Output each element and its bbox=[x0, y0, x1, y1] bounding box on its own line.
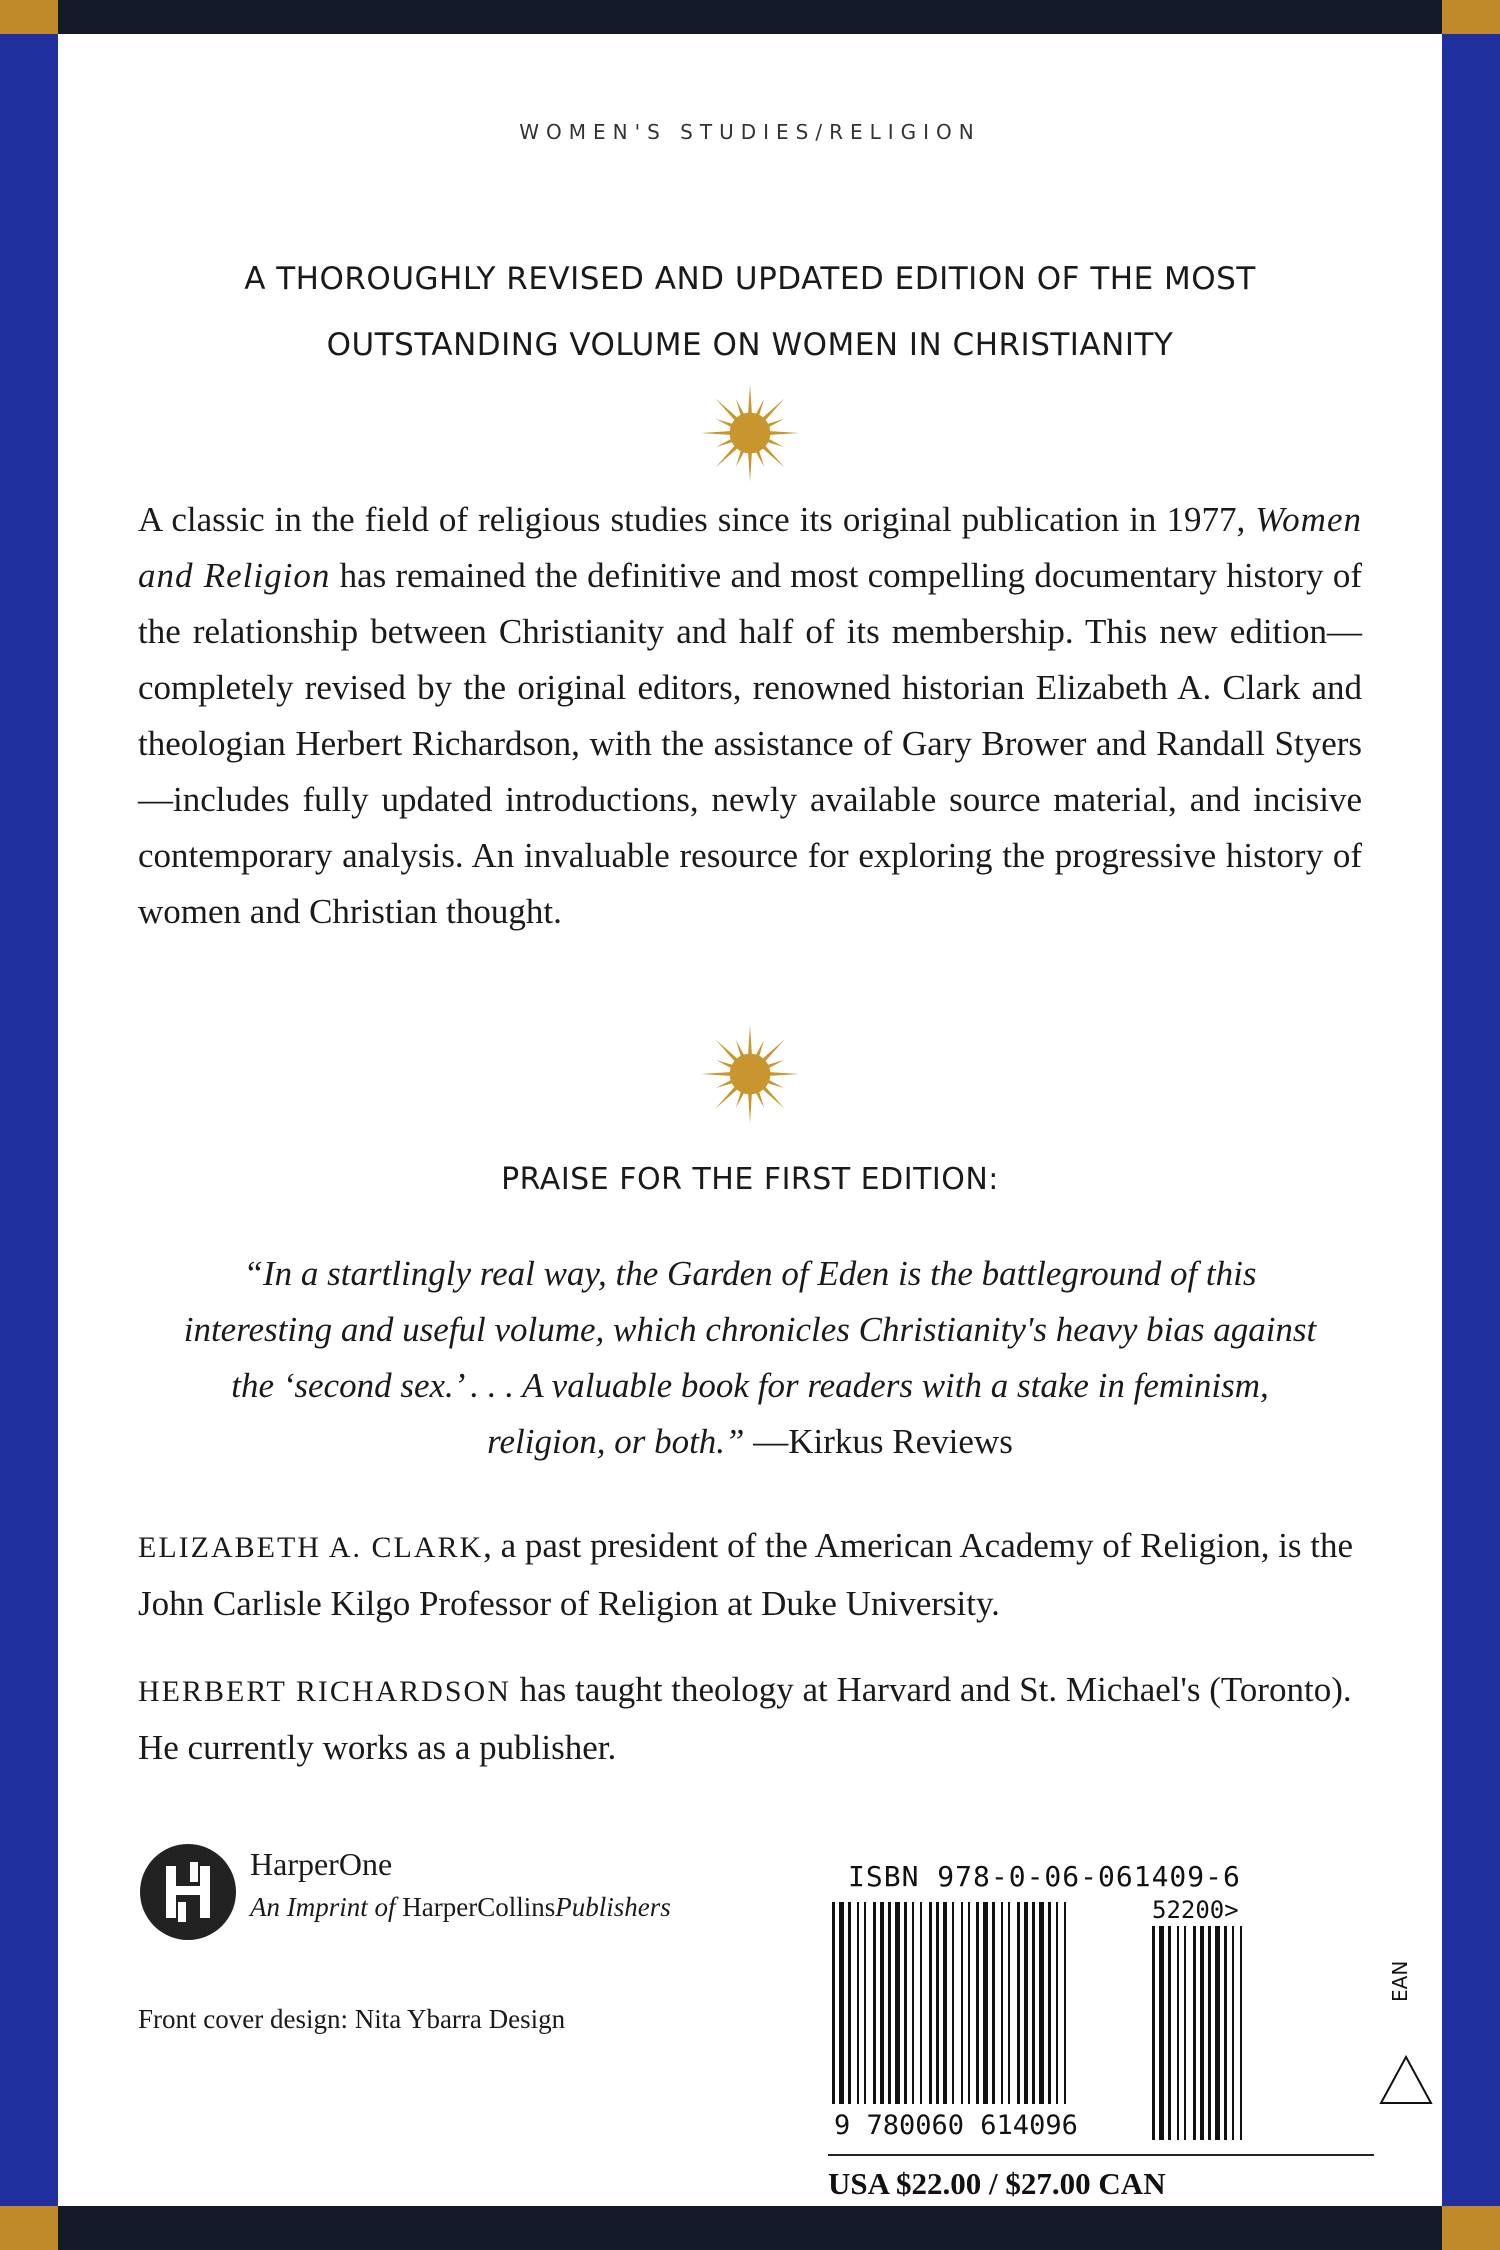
harperone-logo-icon bbox=[138, 1842, 238, 1942]
corner-accent bbox=[0, 2206, 58, 2250]
author-bio bbox=[138, 1518, 1362, 1632]
right-frame-band bbox=[1442, 0, 1500, 2250]
cover-design-credit: Front cover design: Nita Ybarra Design bbox=[138, 2004, 566, 2034]
bottom-frame-band bbox=[0, 2206, 1500, 2250]
barcode-addon-digits: 52200> bbox=[1152, 1896, 1239, 1924]
author-bio bbox=[138, 1662, 1362, 1776]
left-frame-band bbox=[0, 0, 58, 2250]
publisher-imprint bbox=[250, 1892, 671, 1923]
imprint-prefix: An Imprint of bbox=[250, 1892, 396, 1922]
headline-line: OUTSTANDING VOLUME ON WOMEN IN CHRISTIANITY bbox=[326, 327, 1174, 363]
imprint-suffix: Publishers bbox=[555, 1892, 671, 1922]
price-label: USA $22.00 / $27.00 CAN bbox=[828, 2166, 1166, 2201]
description-text: has remained the definitive and most compelling documentary history of the relationship between Christianity and half of its membership. This new edition—completely revised by the original editors, renowned historian Elizabeth A. Clark and theologian Herbert Richardson, with the assistance of Gary Brower and Randall Styers—includes fully updated introductions, newly available source material, and incisive contemporary analysis. An invaluable resource for exploring the progressive history of women and Christian thought. bbox=[138, 556, 1362, 931]
corner-accent bbox=[1442, 2206, 1500, 2250]
corner-accent bbox=[1442, 0, 1500, 34]
quote-text: “In a startlingly real way, the Garden of Eden is the battleground of this interesting and useful volume, which chronicles Christianity's heavy bias against the ‘second sex.’ . . . A valuable book for readers with a stake in feminism, religion, or both.” bbox=[183, 1254, 1317, 1461]
description-text: A classic in the field of religious studies since its original publication in 1977, bbox=[138, 500, 1256, 539]
book-title: Women and Religion bbox=[138, 500, 1362, 595]
quote-source: —Kirkus Reviews bbox=[744, 1422, 1013, 1461]
ean-label: EAN bbox=[1388, 1960, 1412, 2002]
imprint-name: HarperCollins bbox=[402, 1892, 556, 1922]
author-name: ELIZABETH A. CLARK bbox=[138, 1531, 484, 1564]
price-divider bbox=[828, 2154, 1374, 2156]
triangle-icon bbox=[1378, 2054, 1434, 2106]
category-label: WOMEN'S STUDIES/RELIGION bbox=[519, 120, 981, 144]
author-name: HERBERT RICHARDSON bbox=[138, 1675, 511, 1708]
corner-accent bbox=[0, 0, 58, 34]
bio-text: , a past president of the American Academy of Religion, is the John Carlisle Kilgo Professor of Religion at Duke University. bbox=[138, 1526, 1354, 1623]
publisher-name: HarperOne bbox=[250, 1846, 393, 1882]
praise-heading: PRAISE FOR THE FIRST EDITION: bbox=[501, 1162, 999, 1197]
barcode bbox=[826, 1896, 1386, 2148]
review-quote bbox=[178, 1246, 1322, 1470]
headline-line: A THOROUGHLY REVISED AND UPDATED EDITION OF THE MOST bbox=[244, 261, 1256, 297]
headline bbox=[118, 246, 1382, 378]
description-paragraph bbox=[138, 492, 1362, 940]
star-ornament-icon bbox=[699, 1023, 801, 1125]
star-ornament-icon bbox=[699, 382, 801, 484]
back-cover bbox=[58, 34, 1442, 2206]
barcode-digits: 9 780060 614096 bbox=[834, 2110, 1078, 2141]
top-frame-band bbox=[0, 0, 1500, 34]
isbn-number: ISBN 978-0-06-061409-6 bbox=[848, 1860, 1241, 1893]
bio-text: has taught theology at Harvard and St. Michael's (Toronto). He currently works as a publisher. bbox=[138, 1670, 1352, 1767]
